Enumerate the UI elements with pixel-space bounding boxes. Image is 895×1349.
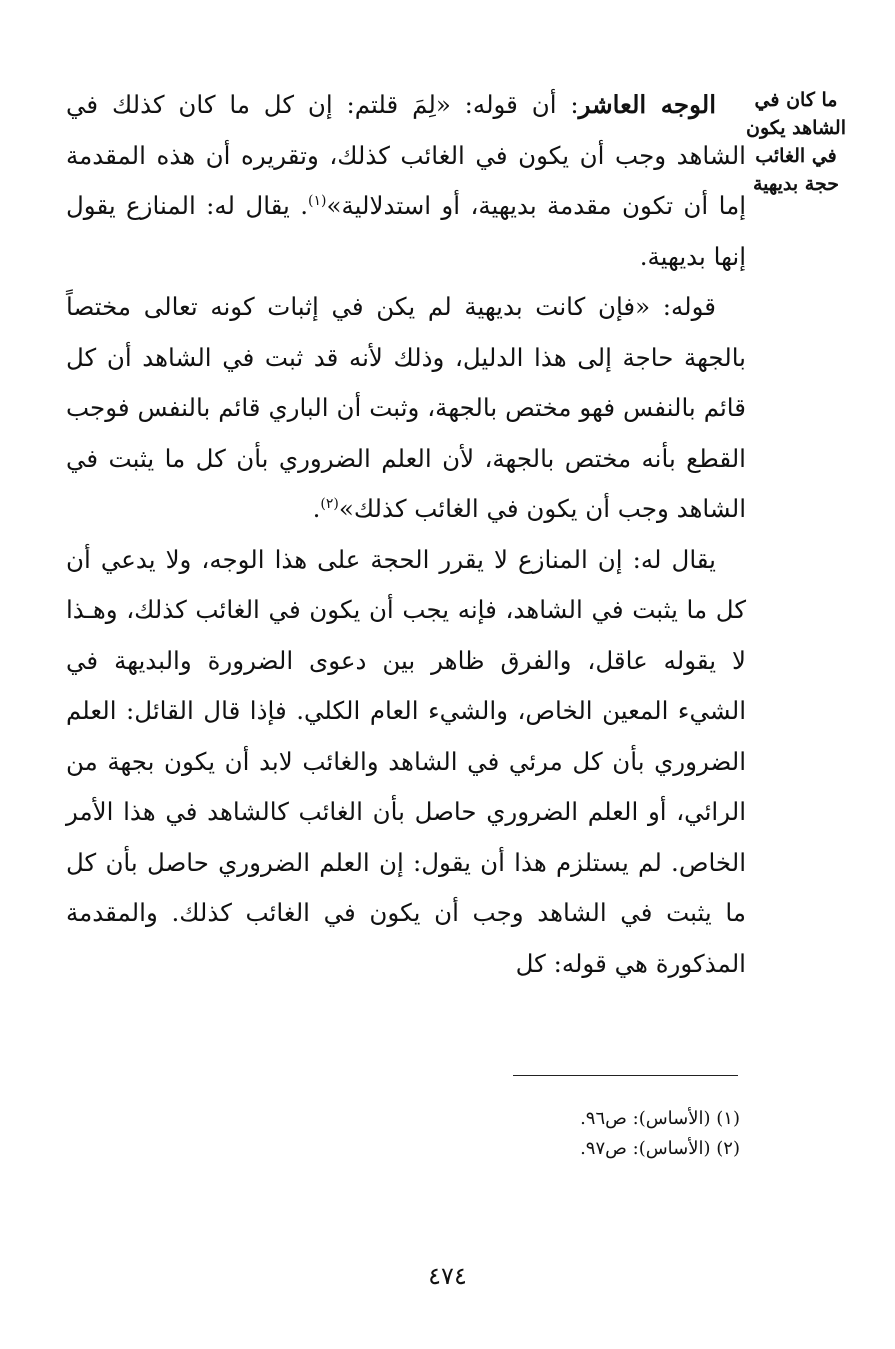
margin-note-line: حجة بديهية bbox=[752, 173, 840, 195]
paragraph-text: قوله: «فإن كانت بديهية لم يكن في إثبات كونه تعالى مختصاً بالجهة حاجة إلى هذا الدليل، وذلك لأنه قد ثبت في الشاهد أن كل قائم بالنفس فهو مختص بالجهة، وثبت أن الباري قائم بالنفس فوجب القطع بأنه مختص بالجهة، لأن العلم الضروري بأن كل ما يثبت في الشاهد وجب أن يكون في الغائب كذلك» bbox=[66, 292, 746, 523]
margin-note-line: الشاهد يكون bbox=[746, 117, 846, 139]
paragraph-text: يقال له: إن المنازع لا يقرر الحجة على هذا الوجه، ولا يدعي أن كل ما يثبت في الشاهد، فإنه يجب أن يكون في الغائب كذلك، وهـذا لا يقوله عاقل، والفرق ظاهر بين دعوى الضرورة والبديهة في الشيء المعين الخاص، والشيء العام الكلي. فإذا قال القائل: العلم الضروري بأن كل مرئي في الشاهد والغائب لابد أن يكون بجهة من الرائي، أو العلم الضروري حاصل بأن الغائب كالشاهد في هذا الأمر الخاص. لم يستلزم هذا أن يقول: إن العلم الضروري حاصل بأن كل ما يثبت في الشاهد وجب أن يكون في الغائب كذلك. والمقدمة المذكورة هي قوله: كل bbox=[66, 544, 747, 978]
footnote-divider bbox=[513, 1075, 738, 1076]
paragraph bbox=[66, 80, 746, 282]
paragraph-text: . يقال له: المنازع يقول إنها بديهية. bbox=[66, 191, 746, 271]
paragraph bbox=[66, 535, 746, 990]
margin-note-line: في الغائب bbox=[755, 145, 837, 167]
footnote-marker: (٢) bbox=[320, 495, 339, 512]
page-number: ٤٧٤ bbox=[428, 1262, 467, 1290]
paragraph-heading: الوجه العاشر bbox=[578, 90, 717, 119]
paragraph-text: : أن قوله: «لِمَ قلتم: إن كل ما كان كذلك في الشاهد وجب أن يكون في الغائب كذلك، وتقريره أن هذه المقدمة إما أن تكون مقدمة بديهية، أو استدلالية» bbox=[66, 90, 747, 220]
footnotes bbox=[300, 1104, 740, 1164]
main-text bbox=[66, 80, 746, 989]
footnote: (١) (الأساس): ص٩٦. bbox=[580, 1108, 740, 1129]
footnote-marker: (١) bbox=[308, 192, 327, 209]
footnote: (٢) (الأساس): ص٩٧. bbox=[580, 1138, 740, 1159]
paragraph-text: . bbox=[312, 494, 321, 523]
margin-note bbox=[741, 86, 851, 198]
paragraph bbox=[66, 282, 746, 535]
margin-note-line: ما كان في bbox=[754, 89, 838, 111]
